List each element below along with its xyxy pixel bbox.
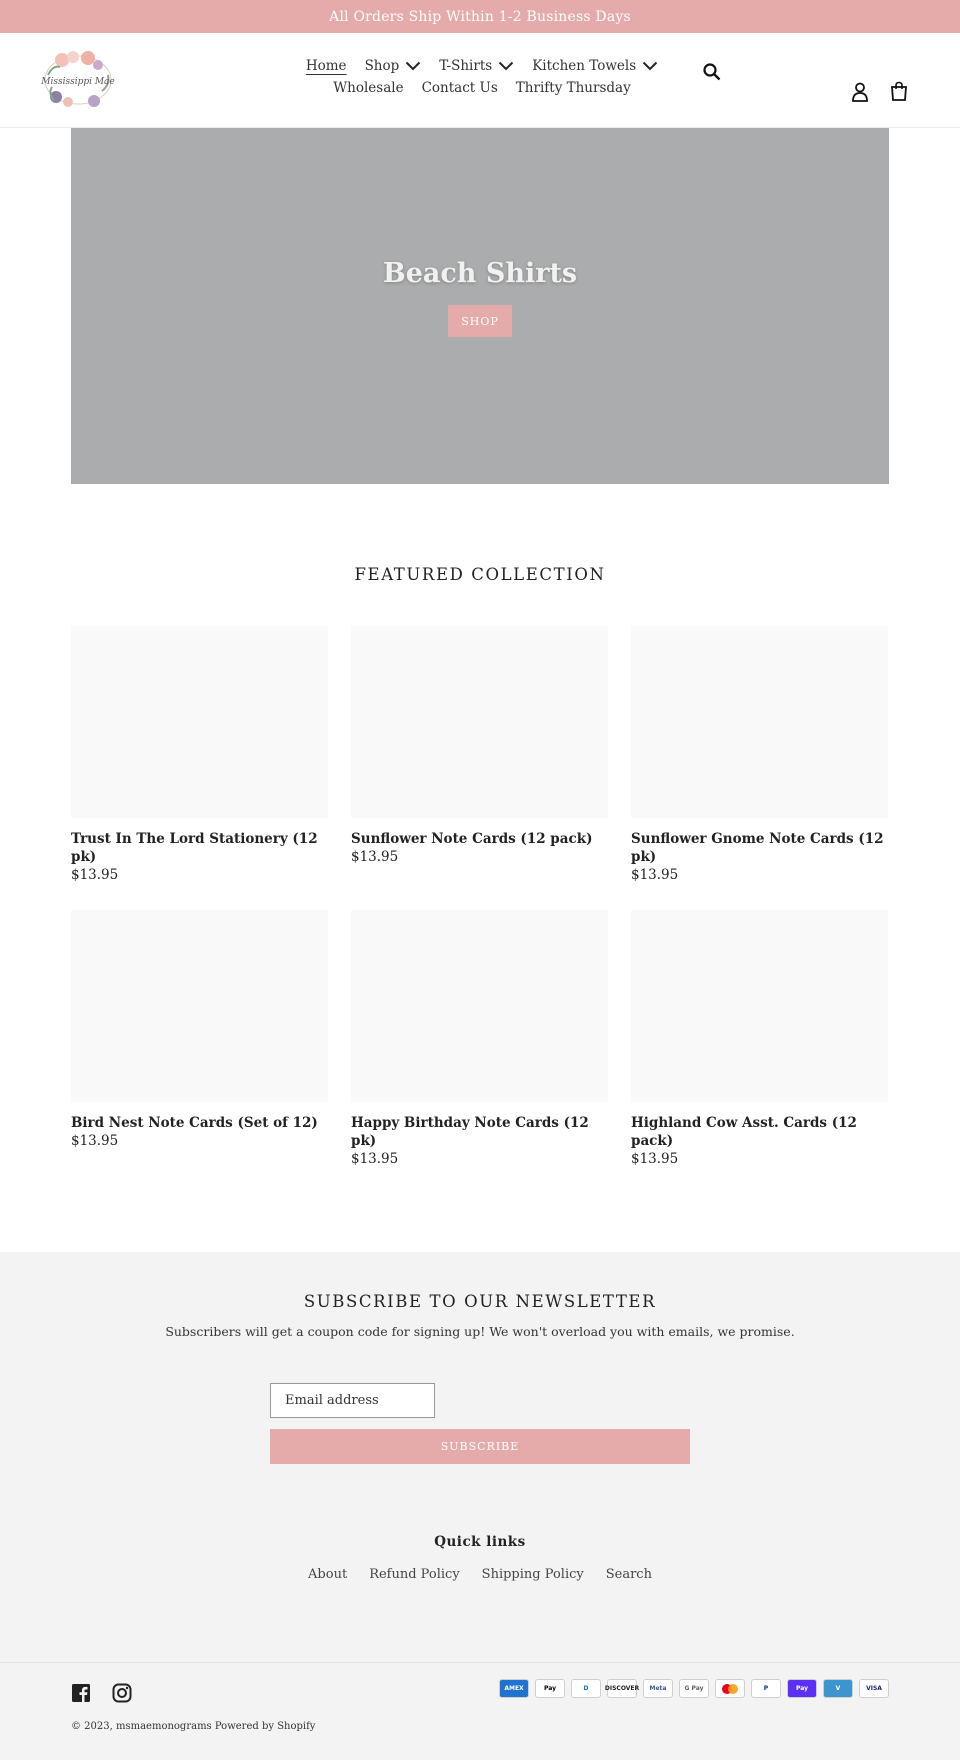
product-price: $13.95 — [631, 1151, 679, 1167]
nav-item-contact-us[interactable]: Contact Us — [421, 80, 498, 96]
product-title[interactable]: Trust In The Lord Stationery (12 pk) — [71, 831, 318, 865]
product-price: $13.95 — [631, 867, 679, 883]
payment-discover-icon: DISCOVER — [607, 1679, 637, 1698]
payment-american-express-icon: AMEX — [499, 1679, 529, 1698]
chevron-down-icon — [405, 61, 421, 71]
logo-text: Mississippi Mae — [41, 77, 115, 87]
site-logo[interactable] — [38, 45, 118, 115]
nav-item-thrifty-thursday[interactable]: Thrifty Thursday — [515, 80, 631, 96]
email-input[interactable] — [270, 1383, 435, 1418]
quick-link-refund-policy[interactable]: Refund Policy — [369, 1567, 460, 1582]
payment-apple-pay-icon: Pay — [535, 1679, 565, 1698]
subscribe-button[interactable]: SUBSCRIBE — [270, 1429, 690, 1464]
newsletter-description: Subscribers will get a coupon code for signing up! We won't overload you with emails, we promise. — [165, 1324, 795, 1339]
product-title[interactable]: Happy Birthday Note Cards (12 pk) — [351, 1115, 589, 1149]
quick-link-search[interactable]: Search — [605, 1567, 652, 1582]
product-image[interactable] — [351, 626, 608, 818]
hero-title: Beach Shirts — [382, 258, 578, 289]
copyright-text: © 2023, msmaemonograms Powered by Shopify — [71, 1721, 316, 1732]
product-image[interactable] — [351, 910, 608, 1102]
nav-item-home[interactable]: Home — [305, 58, 347, 74]
main-nav — [262, 57, 702, 97]
account-icon[interactable] — [851, 82, 869, 102]
announcement-bar — [0, 0, 960, 33]
payment-mastercard-icon — [715, 1679, 745, 1698]
nav-item-shop[interactable]: Shop — [365, 57, 422, 75]
chevron-down-icon — [498, 61, 514, 71]
product-image[interactable] — [631, 626, 888, 818]
product-card[interactable] — [351, 626, 608, 866]
cart-icon[interactable] — [889, 81, 909, 101]
nav-item-wholesale[interactable]: Wholesale — [333, 80, 404, 96]
newsletter-section — [0, 1252, 960, 1662]
featured-collection-title: FEATURED COLLECTION — [354, 565, 606, 584]
product-price: $13.95 — [351, 1151, 399, 1167]
chevron-down-icon — [642, 61, 658, 71]
newsletter-title: SUBSCRIBE TO OUR NEWSLETTER — [303, 1292, 657, 1311]
product-card[interactable] — [631, 626, 888, 884]
payment-icons — [499, 1679, 889, 1698]
hero-slideshow — [71, 128, 889, 484]
product-title[interactable]: Sunflower Gnome Note Cards (12 pk) — [631, 831, 884, 865]
quick-link-about[interactable]: About — [308, 1567, 348, 1582]
payment-venmo-icon: V — [823, 1679, 853, 1698]
product-price: $13.95 — [71, 1133, 119, 1149]
payment-google-pay-icon: G Pay — [679, 1679, 709, 1698]
quick-links — [0, 1567, 960, 1582]
product-card[interactable] — [351, 910, 608, 1168]
payment-paypal-icon: P — [751, 1679, 781, 1698]
product-card[interactable] — [71, 910, 328, 1150]
instagram-icon[interactable] — [112, 1683, 132, 1703]
product-title[interactable]: Bird Nest Note Cards (Set of 12) — [71, 1115, 318, 1131]
announcement-text: All Orders Ship Within 1-2 Business Days — [329, 8, 631, 25]
nav-item-kitchen-towels[interactable]: Kitchen Towels — [532, 57, 658, 75]
site-footer — [0, 1662, 960, 1760]
product-price: $13.95 — [71, 867, 119, 883]
product-card[interactable] — [631, 910, 888, 1168]
quick-link-shipping-policy[interactable]: Shipping Policy — [481, 1567, 584, 1582]
site-header — [0, 33, 960, 128]
product-price: $13.95 — [351, 849, 399, 865]
product-card[interactable] — [71, 626, 328, 884]
nav-item-t-shirts[interactable]: T-Shirts — [439, 57, 514, 75]
payment-diners-club-icon: D — [571, 1679, 601, 1698]
product-image[interactable] — [71, 626, 328, 818]
facebook-icon[interactable] — [71, 1683, 91, 1703]
payment-shop-pay-icon: Pay — [787, 1679, 817, 1698]
product-title[interactable]: Highland Cow Asst. Cards (12 pack) — [631, 1115, 857, 1149]
logo-wreath-icon — [38, 45, 118, 115]
product-title[interactable]: Sunflower Note Cards (12 pack) — [351, 831, 593, 847]
payment-meta-pay-icon: Meta — [643, 1679, 673, 1698]
hero-shop-button[interactable]: SHOP — [448, 305, 512, 337]
product-image[interactable] — [631, 910, 888, 1102]
search-icon[interactable] — [702, 62, 722, 82]
product-image[interactable] — [71, 910, 328, 1102]
payment-visa-icon: VISA — [859, 1679, 889, 1698]
quick-links-title: Quick links — [434, 1534, 526, 1550]
